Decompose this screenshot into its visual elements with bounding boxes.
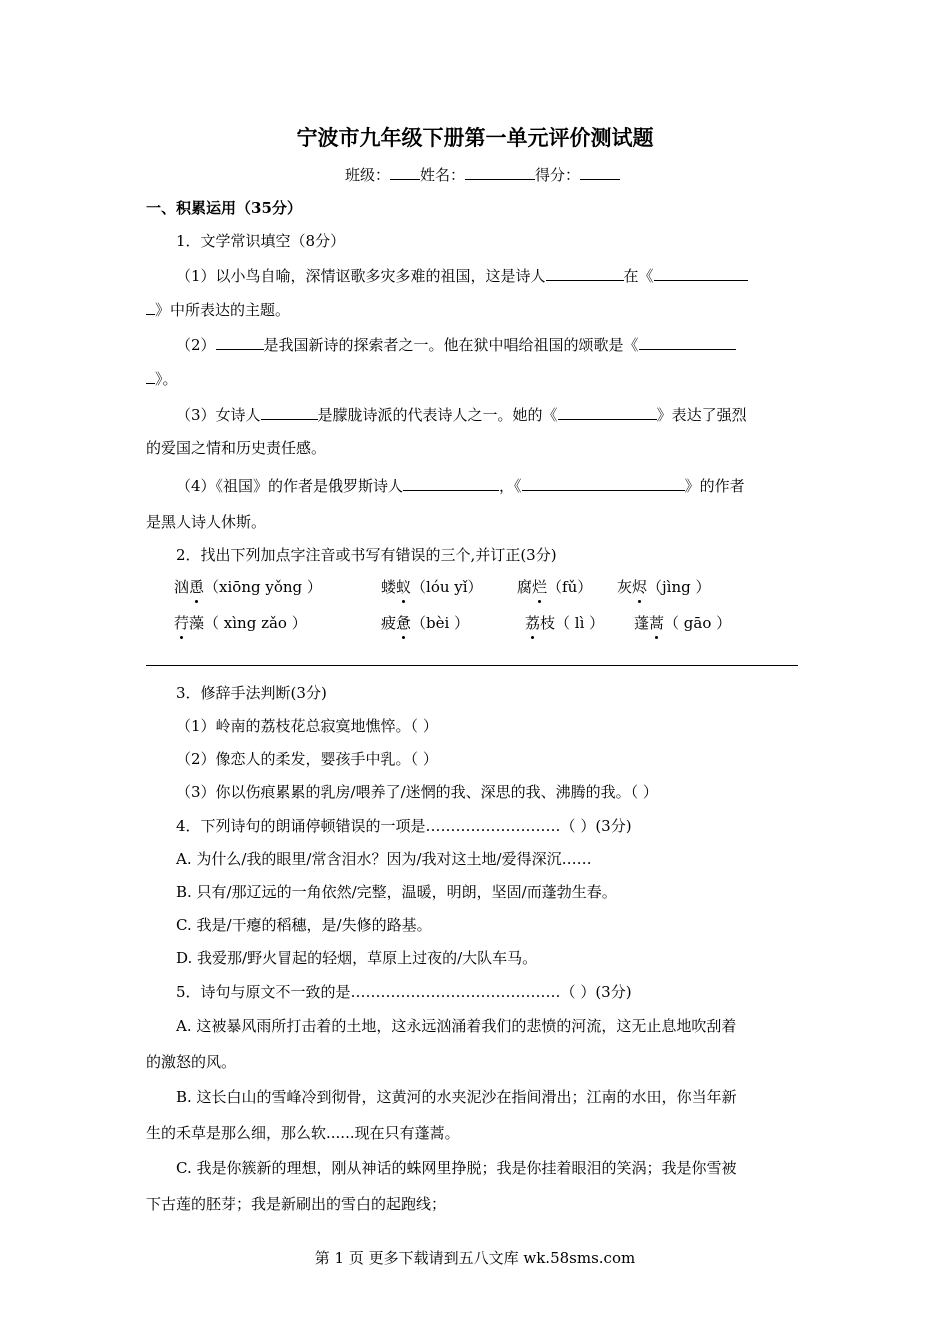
q5-option-a-line2: 的激怒的风。 — [146, 1053, 237, 1071]
q1-4-text-b: ，《 — [499, 477, 522, 495]
q4-option-c: C. 我是/干瘪的稻穗，是/失修的路基。 — [176, 916, 432, 934]
q2-word-8: 蓬蒿（ gāo ） — [634, 614, 732, 632]
dotted-char: 蒿 — [649, 614, 665, 632]
section-heading: 一、积累运用（35分） — [146, 199, 302, 217]
q1-2-poet-blank[interactable] — [216, 334, 264, 350]
q1-1-title-blank-cont[interactable] — [146, 299, 155, 315]
score-label: 得分： — [535, 166, 581, 184]
dotted-char: 蚁 — [396, 578, 412, 596]
name-label: 姓名： — [420, 166, 466, 184]
pinyin: （fǔ） — [547, 578, 593, 596]
q1-1-poet-blank[interactable] — [546, 265, 624, 281]
q1-1-line2 — [146, 299, 290, 320]
q3-item-1: （1）岭南的荔枝花总寂寞地憔悴。（ ） — [176, 717, 438, 735]
q1-2-text-c: 》。 — [155, 370, 178, 388]
q1-1-text-a: （1）以小鸟自喻，深情讴歌多灾多难的祖国，这是诗人 — [176, 267, 546, 285]
q1-3-line2: 的爱国之情和历史责任感。 — [146, 439, 327, 457]
dotted-char: 荇 — [174, 614, 190, 632]
q3-item-3: （3）你以伤痕累累的乳房/喂养了/迷惘的我、深思的我、沸腾的我。（ ） — [176, 783, 658, 801]
pinyin: （ lì ） — [555, 614, 605, 632]
q1-4-title-blank[interactable] — [522, 475, 685, 491]
q1-stem: 1．文学常识填空（8分） — [176, 232, 346, 250]
q5-option-a-line1: A. 这被暴风雨所打击着的土地，这永远汹涌着我们的悲愤的河流，这无止息地吹刮着 — [176, 1017, 737, 1035]
q2-word-2: 蝼蚁（lóu yǐ） — [381, 578, 483, 596]
q1-3-text-b: 是朦胧诗派的代表诗人之一。她的《 — [317, 406, 558, 424]
page-title: 宁波市九年级下册第一单元评价测试题 — [296, 125, 654, 150]
q2-word-7: 荔枝（ lì ） — [525, 614, 605, 632]
q1-2-line1 — [176, 334, 736, 355]
student-info-line — [345, 164, 620, 185]
q1-4-text-c: 》的作者 — [684, 477, 745, 495]
pinyin: （ xìng zǎo ） — [204, 614, 307, 632]
score-blank[interactable] — [580, 164, 620, 180]
pinyin: （ gāo ） — [664, 614, 732, 632]
pinyin: （jìng ） — [647, 578, 711, 596]
pinyin: （xiōng yǒng ） — [204, 578, 322, 596]
q4-option-d: D. 我爱那/野火冒起的轻烟，草原上过夜的/大队车马。 — [176, 949, 538, 967]
page-footer: 第 1 页 更多下载请到五八文库 wk.58sms.com — [314, 1249, 636, 1267]
class-blank[interactable] — [390, 164, 420, 180]
q1-1-text-b: 在《 — [623, 267, 654, 285]
q1-3-text-a: （3）女诗人 — [176, 406, 261, 424]
q4-option-a: A. 为什么/我的眼里/常含泪水？因为/我对这土地/爱得深沉…… — [176, 850, 592, 868]
q1-1-line1 — [176, 265, 748, 286]
dotted-char: 荔 — [525, 614, 541, 632]
q2-word-1: 汹恿（xiōng yǒng ） — [174, 578, 322, 596]
q1-4-line1 — [176, 475, 745, 496]
q5-option-c-line1: C. 我是你簇新的理想，刚从神话的蛛网里挣脱；我是你挂着眼泪的笑涡；我是你雪被 — [176, 1159, 737, 1177]
q1-1-title-blank[interactable] — [654, 265, 748, 281]
q1-2-text-a: （2） — [176, 336, 216, 354]
q3-stem: 3．修辞手法判断(3分) — [176, 684, 327, 702]
dotted-char: 恿 — [189, 578, 205, 596]
class-label: 班级： — [345, 166, 391, 184]
q1-4-text-a: （4）《祖国》的作者是俄罗斯诗人 — [176, 477, 404, 495]
q1-3-line1 — [176, 404, 747, 425]
q1-4-poet-blank[interactable] — [403, 475, 499, 491]
q2-word-3: 腐烂（fǔ） — [517, 578, 593, 596]
q1-2-title-blank[interactable] — [639, 334, 736, 350]
dotted-char: 烬 — [632, 578, 648, 596]
q1-2-title-blank-cont[interactable] — [146, 368, 155, 384]
q5-option-b-line2: 生的禾草是那么细，那么软......现在只有蓬蒿。 — [146, 1124, 460, 1142]
q2-word-6: 疲惫（bèi ） — [381, 614, 470, 632]
q2-word-4: 灰烬（jìng ） — [617, 578, 711, 596]
q1-3-poet-blank[interactable] — [261, 404, 318, 420]
answer-line[interactable] — [146, 665, 798, 666]
q1-1-text-c: 》中所表达的主题。 — [155, 301, 291, 319]
q2-word-5: 荇藻（ xìng zǎo ） — [174, 614, 307, 632]
name-blank[interactable] — [465, 164, 535, 180]
q5-stem: 5．诗句与原文不一致的是……………………………………（ ）(3分) — [176, 983, 632, 1001]
q4-stem: 4．下列诗句的朗诵停顿错误的一项是………………………（ ）(3分) — [176, 817, 632, 835]
q5-option-c-line2: 下古莲的胚芽；我是新刷出的雪白的起跑线； — [146, 1195, 447, 1213]
pinyin: （bèi ） — [411, 614, 470, 632]
dotted-char: 惫 — [396, 614, 412, 632]
q1-4-line2: 是黑人诗人休斯。 — [146, 513, 267, 531]
dotted-char: 烂 — [532, 578, 548, 596]
q4-option-b: B. 只有/那辽远的一角依然/完整，温暖，明朗，坚固/而蓬勃生春。 — [176, 883, 617, 901]
q1-3-text-c: 》表达了强烈 — [656, 406, 747, 424]
q1-3-title-blank[interactable] — [558, 404, 657, 420]
q3-item-2: （2）像恋人的柔发，婴孩手中乳。（ ） — [176, 750, 438, 768]
pinyin: （lóu yǐ） — [411, 578, 483, 596]
q2-stem: 2．找出下列加点字注音或书写有错误的三个,并订正(3分) — [176, 546, 557, 564]
q1-2-text-b: 是我国新诗的探索者之一。他在狱中唱给祖国的颂歌是《 — [263, 336, 639, 354]
q5-option-b-line1: B. 这长白山的雪峰冷到彻骨，这黄河的水夹泥沙在指间滑出；江南的水田，你当年新 — [176, 1088, 737, 1106]
q1-2-line2 — [146, 368, 178, 389]
